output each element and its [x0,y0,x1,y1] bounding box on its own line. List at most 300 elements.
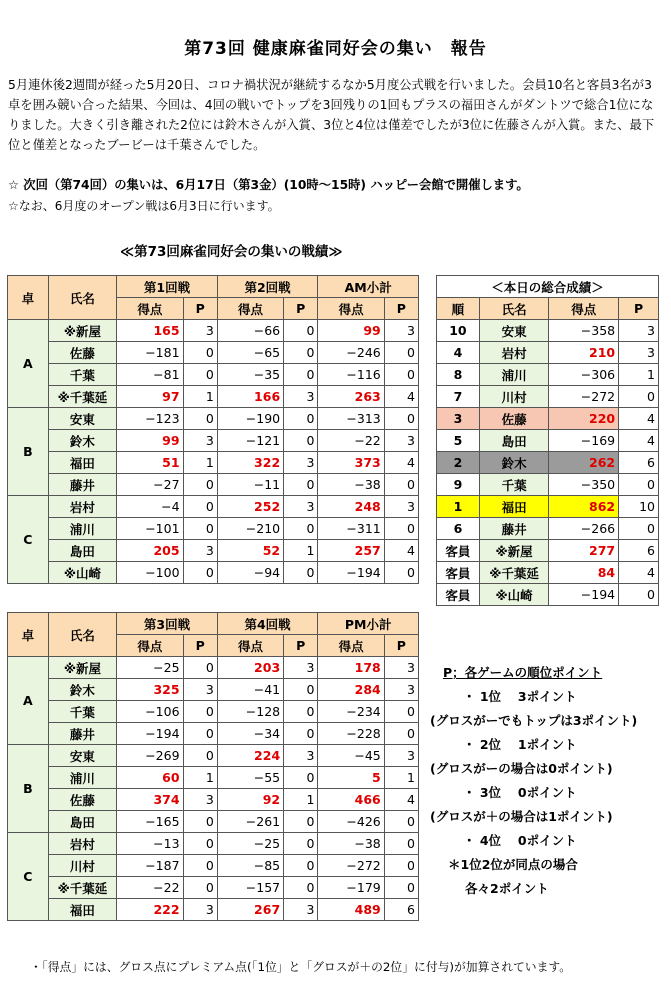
table-row [8,745,419,767]
subtotal-score: −116 [318,364,384,386]
game-score: 222 [117,899,183,921]
overall-rank: 6 [437,518,480,540]
results-title: ≪第73回麻雀同好会の集いの戦績≫ [120,244,343,260]
game-score: 205 [117,540,183,562]
player-name: 安東 [48,408,117,430]
score-header: 得点 [117,635,183,657]
game-score: −269 [117,745,183,767]
player-name: ※山崎 [48,562,117,584]
subtotal-point: 3 [384,320,418,342]
overall-score: 220 [549,408,619,430]
overall-point: 6 [619,540,659,562]
subtotal-point: 4 [384,540,418,562]
table-row [437,540,659,562]
game-score: 322 [217,452,283,474]
player-name: 藤井 [48,474,117,496]
overall-score: 210 [549,342,619,364]
overall-point: 0 [619,584,659,606]
overall-rank: 10 [437,320,480,342]
score-header: 得点 [217,298,283,320]
game-score: −4 [117,496,183,518]
overall-point: 4 [619,562,659,584]
subtotal-score: −234 [318,701,384,723]
table-row [8,562,419,584]
score-header: 得点 [117,298,183,320]
table-header: 卓 [8,276,49,320]
game-header: 第3回戦 [117,613,218,635]
game-score: 203 [217,657,283,679]
overall-rank: 1 [437,496,480,518]
game-score: −123 [117,408,183,430]
game-score: −165 [117,811,183,833]
table-row [437,320,659,342]
am-results-table [7,275,419,584]
intro-paragraph: 5月連休後2週間が経った5月20日、コロナ禍状況が継続するなか5月度公式戦を行いました。会員10名と客員3名が3卓を囲み競い合った結果、今回は、4回の戦いでトップを3回残りの1回もプラスの福田さんがダントツで総合1位になりました。大きく引き離された2位には鈴木さんが入賞、3位と4位は僅差でしたが3位に佐藤さんが入賞。また、最下位と僅差となったブービーは千葉さんでした。 [8,78,655,152]
overall-score: 84 [549,562,619,584]
subtotal-point: 3 [384,496,418,518]
game-score: 60 [117,767,183,789]
table-row [437,386,659,408]
table-row [8,723,419,745]
subtotal-score: 248 [318,496,384,518]
table-row [8,855,419,877]
subtotal-score: 178 [318,657,384,679]
table-row [437,364,659,386]
table-row [8,877,419,899]
game-score: −157 [217,877,283,899]
name-header: 氏名 [48,276,117,320]
game-point: 0 [284,408,318,430]
score-header: 得点 [318,298,384,320]
game-point: 0 [284,518,318,540]
overall-header-p: P [619,298,659,320]
overall-point: 0 [619,518,659,540]
player-name: 藤井 [479,518,549,540]
table-header: 卓 [8,613,49,657]
game-point: 3 [284,657,318,679]
overall-score: 862 [549,496,619,518]
subtotal-header: PM小計 [318,613,419,635]
game-score: −13 [117,833,183,855]
game-point: 0 [183,745,217,767]
player-name: 鈴木 [48,430,117,452]
subtotal-point: 3 [384,679,418,701]
player-name: 川村 [479,386,549,408]
overall-header-rank: 順 [437,298,480,320]
game-point: 0 [284,342,318,364]
player-name: 千葉 [48,364,117,386]
overall-point: 3 [619,320,659,342]
game-score: 224 [217,745,283,767]
player-name: 藤井 [48,723,117,745]
game-point: 0 [183,562,217,584]
table-row [8,320,419,342]
game-point: 0 [183,701,217,723]
point-header: P [183,298,217,320]
game-score: 52 [217,540,283,562]
subtotal-score: 284 [318,679,384,701]
game-score: −100 [117,562,183,584]
game-point: 1 [183,452,217,474]
subtotal-score: −45 [318,745,384,767]
overall-results-table [436,275,659,606]
game-point: 0 [284,320,318,342]
game-point: 1 [183,767,217,789]
game-point: 0 [183,496,217,518]
legend-line: ・ 4位 0ポイント [463,833,577,848]
subtotal-point: 6 [384,899,418,921]
game-score: −22 [117,877,183,899]
game-score: −194 [117,723,183,745]
game-score: −66 [217,320,283,342]
subtotal-score: 466 [318,789,384,811]
game-score: −85 [217,855,283,877]
table-row [8,679,419,701]
subtotal-point: 3 [384,745,418,767]
game-score: −106 [117,701,183,723]
subtotal-score: −22 [318,430,384,452]
game-score: −41 [217,679,283,701]
player-name: 浦川 [48,518,117,540]
game-point: 0 [183,518,217,540]
overall-score: −169 [549,430,619,452]
game-point: 0 [183,342,217,364]
game-point: 3 [183,899,217,921]
table-row [8,496,419,518]
subtotal-point: 0 [384,723,418,745]
legend-line: ・ 3位 0ポイント [463,785,577,800]
score-header: 得点 [217,635,283,657]
table-row [8,386,419,408]
overall-rank: 客員 [437,562,480,584]
subtotal-point: 4 [384,386,418,408]
legend-line: (グロスがーでもトップは3ポイント) [430,713,638,728]
player-name: 千葉 [479,474,549,496]
subtotal-score: −246 [318,342,384,364]
game-header: 第2回戦 [217,276,318,298]
table-label: B [8,745,49,833]
subtotal-point: 0 [384,408,418,430]
overall-rank: 3 [437,408,480,430]
table-row [437,474,659,496]
game-score: −94 [217,562,283,584]
subtotal-score: −38 [318,833,384,855]
table-label: C [8,496,49,584]
table-row [8,364,419,386]
subtotal-point: 4 [384,452,418,474]
overall-score: −272 [549,386,619,408]
overall-score: −194 [549,584,619,606]
overall-point: 1 [619,364,659,386]
subtotal-point: 0 [384,518,418,540]
overall-score: −306 [549,364,619,386]
game-score: −190 [217,408,283,430]
player-name: 川村 [48,855,117,877]
legend-line: ・ 1位 3ポイント [463,689,577,704]
game-point: 3 [183,789,217,811]
player-name: 鈴木 [48,679,117,701]
game-point: 3 [284,899,318,921]
overall-rank: 5 [437,430,480,452]
game-header: 第1回戦 [117,276,218,298]
subtotal-point: 0 [384,474,418,496]
game-score: 51 [117,452,183,474]
game-score: −101 [117,518,183,540]
table-row [437,562,659,584]
game-point: 3 [183,679,217,701]
game-score: −65 [217,342,283,364]
game-score: −55 [217,767,283,789]
game-point: 0 [284,679,318,701]
game-score: −34 [217,723,283,745]
table-row [437,496,659,518]
game-point: 1 [284,540,318,562]
overall-point: 0 [619,386,659,408]
table-row [8,789,419,811]
game-score: −81 [117,364,183,386]
game-score: −261 [217,811,283,833]
player-name: ※新屋 [48,320,117,342]
legend-line: (グロスがーの場合は0ポイント) [430,761,613,776]
score-header: 得点 [318,635,384,657]
table-label: C [8,833,49,921]
table-row [8,342,419,364]
player-name: 浦川 [48,767,117,789]
legend-line: P；各ゲームの順位ポイント [443,665,603,680]
game-point: 0 [183,833,217,855]
game-point: 0 [284,855,318,877]
table-row [8,474,419,496]
point-header: P [183,635,217,657]
game-point: 1 [183,386,217,408]
player-name: 福田 [479,496,549,518]
subtotal-header: AM小計 [318,276,419,298]
overall-rank: 客員 [437,584,480,606]
game-point: 0 [284,364,318,386]
player-name: 安東 [479,320,549,342]
game-point: 0 [183,657,217,679]
player-name: 鈴木 [479,452,549,474]
game-point: 0 [284,767,318,789]
overall-score: −350 [549,474,619,496]
game-point: 3 [284,386,318,408]
subtotal-score: −313 [318,408,384,430]
player-name: 佐藤 [48,342,117,364]
player-name: 島田 [48,540,117,562]
subtotal-point: 0 [384,855,418,877]
overall-rank: 7 [437,386,480,408]
game-point: 3 [183,320,217,342]
overall-score: −358 [549,320,619,342]
table-row [8,899,419,921]
subtotal-score: −272 [318,855,384,877]
overall-rank: 2 [437,452,480,474]
player-name: ※山崎 [479,584,549,606]
player-name: 佐藤 [479,408,549,430]
game-score: −121 [217,430,283,452]
game-point: 0 [284,723,318,745]
player-name: 千葉 [48,701,117,723]
overall-point: 4 [619,408,659,430]
game-point: 0 [183,474,217,496]
game-score: 166 [217,386,283,408]
subtotal-point: 0 [384,562,418,584]
player-name: 福田 [48,452,117,474]
player-name: ※新屋 [479,540,549,562]
point-header: P [284,298,318,320]
game-score: 325 [117,679,183,701]
game-score: −128 [217,701,283,723]
table-row [437,584,659,606]
game-score: −187 [117,855,183,877]
table-row [437,452,659,474]
table-row [8,657,419,679]
subtotal-point: 0 [384,342,418,364]
player-name: 浦川 [479,364,549,386]
player-name: 島田 [479,430,549,452]
legend-line: 各々2ポイント [465,881,549,896]
overall-score: −266 [549,518,619,540]
next-meeting-notice: ☆ 次回（第74回）の集いは、6月17日（第3金）(10時〜15時) ハッピー会館で開催します。 [8,178,529,192]
subtotal-point: 0 [384,877,418,899]
player-name: 島田 [48,811,117,833]
subtotal-score: −179 [318,877,384,899]
overall-point: 4 [619,430,659,452]
game-point: 0 [284,474,318,496]
table-row [8,540,419,562]
subtotal-score: −194 [318,562,384,584]
overall-rank: 客員 [437,540,480,562]
subtotal-point: 3 [384,657,418,679]
game-header: 第4回戦 [217,613,318,635]
table-row [8,767,419,789]
game-point: 0 [284,701,318,723]
table-row [437,430,659,452]
subtotal-score: 5 [318,767,384,789]
game-point: 0 [284,811,318,833]
subtotal-point: 0 [384,364,418,386]
table-row [437,342,659,364]
subtotal-point: 0 [384,811,418,833]
player-name: 佐藤 [48,789,117,811]
game-point: 0 [183,408,217,430]
subtotal-score: 99 [318,320,384,342]
point-header: P [284,635,318,657]
table-row [8,430,419,452]
subtotal-score: 257 [318,540,384,562]
table-row [8,833,419,855]
player-name: 安東 [48,745,117,767]
game-point: 0 [183,811,217,833]
table-row [437,518,659,540]
overall-point: 6 [619,452,659,474]
table-row [8,518,419,540]
game-point: 3 [284,452,318,474]
player-name: 福田 [48,899,117,921]
game-score: −35 [217,364,283,386]
pm-results-table [7,612,419,921]
subtotal-score: 489 [318,899,384,921]
game-score: −11 [217,474,283,496]
game-score: 92 [217,789,283,811]
player-name: ※千葉延 [479,562,549,584]
game-point: 0 [284,562,318,584]
subtotal-point: 0 [384,833,418,855]
table-row [8,408,419,430]
page-title: 第73回 健康麻雀同好会の集い 報告 [184,39,487,59]
game-point: 3 [183,430,217,452]
subtotal-score: −228 [318,723,384,745]
game-score: −27 [117,474,183,496]
legend-line: ＊1位2位が同点の場合 [448,857,578,872]
game-score: −210 [217,518,283,540]
subtotal-score: −311 [318,518,384,540]
point-header: P [384,298,418,320]
table-row [8,701,419,723]
player-name: ※新屋 [48,657,117,679]
subtotal-point: 4 [384,789,418,811]
table-row [8,452,419,474]
footnote: ・「得点」には、グロス点にプレミアム点(「1位」と「グロスが＋の2位」に付与)が加算されています。 [30,960,572,974]
overall-rank: 4 [437,342,480,364]
overall-point: 10 [619,496,659,518]
player-name: 岩村 [48,496,117,518]
subtotal-score: −38 [318,474,384,496]
game-score: −181 [117,342,183,364]
game-point: 0 [183,855,217,877]
legend-line: (グロスが＋の場合は1ポイント) [430,809,613,824]
overall-rank: 8 [437,364,480,386]
game-point: 0 [284,430,318,452]
table-label: A [8,657,49,745]
name-header: 氏名 [48,613,117,657]
overall-score: 277 [549,540,619,562]
player-name: 岩村 [48,833,117,855]
game-point: 0 [183,877,217,899]
overall-header-name: 氏名 [479,298,549,320]
game-score: −25 [117,657,183,679]
game-score: −25 [217,833,283,855]
overall-point: 0 [619,474,659,496]
game-score: 165 [117,320,183,342]
subtotal-point: 3 [384,430,418,452]
subtotal-score: 263 [318,386,384,408]
game-point: 1 [284,789,318,811]
player-name: ※千葉延 [48,877,117,899]
overall-title: ＜本日の総合成績＞ [437,276,659,298]
overall-rank: 9 [437,474,480,496]
game-score: 99 [117,430,183,452]
player-name: ※千葉延 [48,386,117,408]
game-score: 267 [217,899,283,921]
player-name: 岩村 [479,342,549,364]
game-point: 0 [183,723,217,745]
overall-score: 262 [549,452,619,474]
table-row [437,408,659,430]
subtotal-score: −426 [318,811,384,833]
table-label: B [8,408,49,496]
game-score: 252 [217,496,283,518]
game-score: 374 [117,789,183,811]
subtotal-point: 1 [384,767,418,789]
game-point: 3 [284,496,318,518]
game-point: 3 [183,540,217,562]
table-label: A [8,320,49,408]
subtotal-score: 373 [318,452,384,474]
overall-header-score: 得点 [549,298,619,320]
game-point: 0 [183,364,217,386]
game-score: 97 [117,386,183,408]
